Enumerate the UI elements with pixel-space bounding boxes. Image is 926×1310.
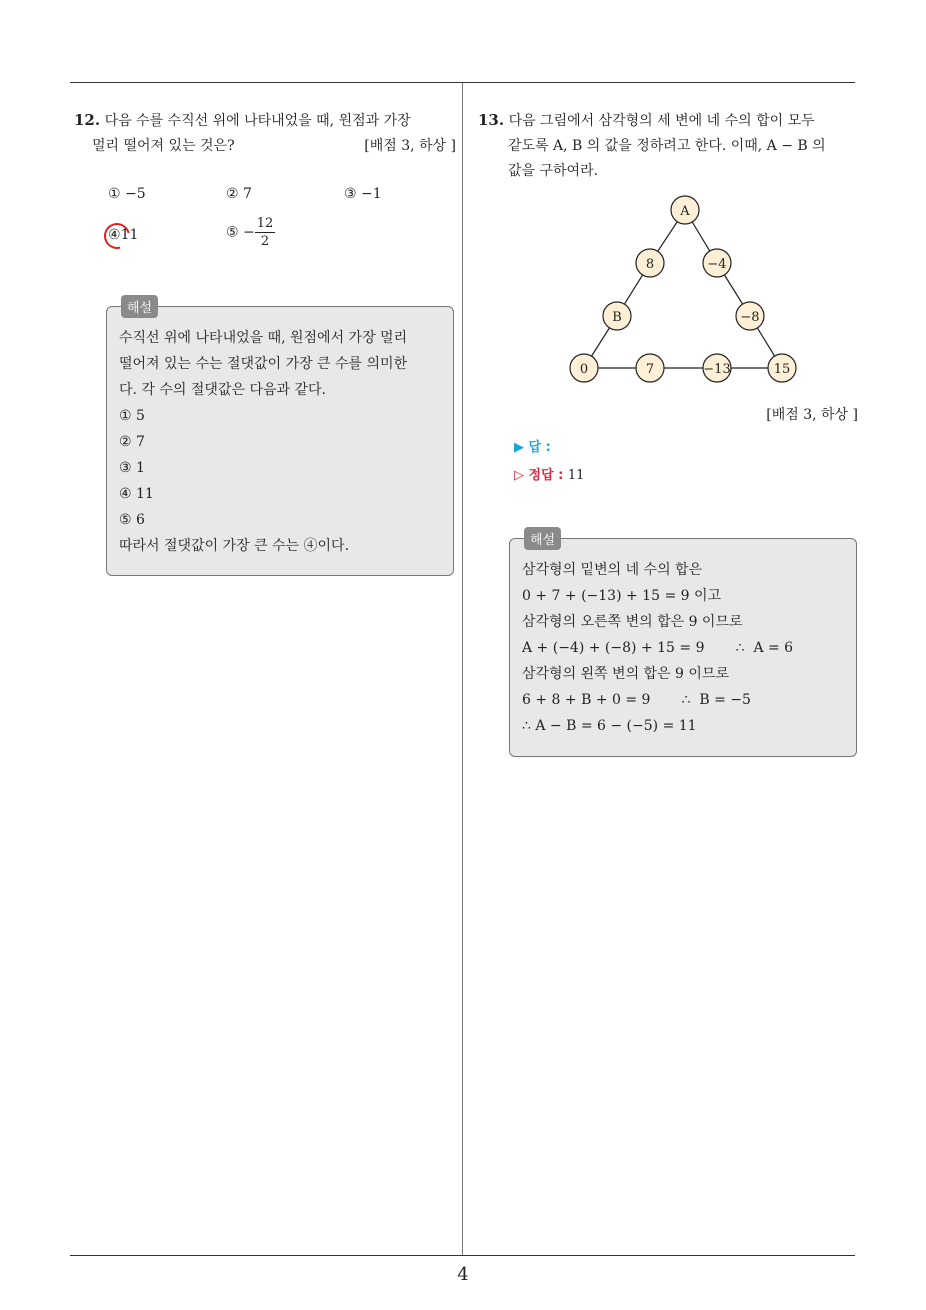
question-13 [478, 108, 860, 184]
score-label: [배점 3, 하상 ] [766, 407, 858, 423]
question-text: 같도록 A, B 의 값을 정하려고 한다. 이때, A − B 의 [508, 138, 826, 154]
correct-answer: ▷ 정답 : 11 [514, 468, 585, 483]
node-label: 7 [645, 362, 655, 377]
column-divider [462, 83, 463, 1255]
question-text: 멀리 떨어져 있는 것은? [92, 138, 235, 154]
solution-box-13: 해설 삼각형의 밑변의 네 수의 합은 0 + 7 + (−13) + 15 = 9 이고 삼각형의 오른쪽 변의 합은 9 이므로 A + (−4) + (−8) + 15 = 9 ∴ A = 6 삼각형의 왼쪽 변의 합은 9 이므로 6 + 8 + B + 0 = 9 ∴ B = −5 ∴ A − B = 6 − (−5) = 11 [509, 538, 857, 757]
selected-circle-mark [99, 218, 135, 254]
fraction: $\frac{12}{2}$ [256, 216, 274, 249]
node-label: 8 [645, 257, 655, 272]
choice-1[interactable]: ① −5 [108, 186, 146, 202]
correct-answer-value: 11 [567, 468, 585, 483]
node-label: A [680, 204, 690, 219]
choice-4[interactable]: ④11 [108, 227, 138, 243]
node-label: −13 [703, 362, 731, 377]
question-text: 값을 구하여라. [508, 163, 599, 179]
page-number: 4 [457, 1264, 469, 1285]
solution-box-12: 해설 수직선 위에 나타내었을 때, 원점에서 가장 멀리 떨어져 있는 수는 절댓값이 가장 큰 수를 의미한 다. 각 수의 절댓값은 다음과 같다. ① 5 ② 7 ③ 1 ④ 11 ⑤ 6 따라서 절댓값이 가장 큰 수는 ④이다. [106, 306, 454, 576]
node-label: B [612, 310, 622, 325]
solution-tag: 해설 [524, 527, 561, 550]
question-number: 13. [478, 111, 505, 129]
node-label: −8 [740, 310, 760, 325]
question-text: 다음 수를 수직선 위에 나타내었을 때, 원점과 가장 [104, 113, 411, 129]
footer-rule [70, 1255, 855, 1256]
triangle-diagram [560, 190, 820, 390]
node-label: 0 [579, 362, 589, 377]
choice-5[interactable]: ⑤ − $\frac{12}{2}$ [226, 216, 274, 249]
node-label: −4 [707, 257, 727, 272]
question-text: 다음 그림에서 삼각형의 세 변에 네 수의 합이 모두 [508, 113, 815, 129]
question-number: 12. [74, 111, 101, 129]
answer-input-label[interactable]: ▶ 답 : [514, 440, 551, 455]
node-label: 15 [773, 362, 791, 377]
choice-2[interactable]: ② 7 [226, 186, 252, 202]
choice-3[interactable]: ③ −1 [344, 186, 382, 202]
score-label: [배점 3, 하상 ] [364, 138, 456, 154]
question-12 [74, 108, 456, 159]
solution-tag: 해설 [121, 295, 158, 318]
